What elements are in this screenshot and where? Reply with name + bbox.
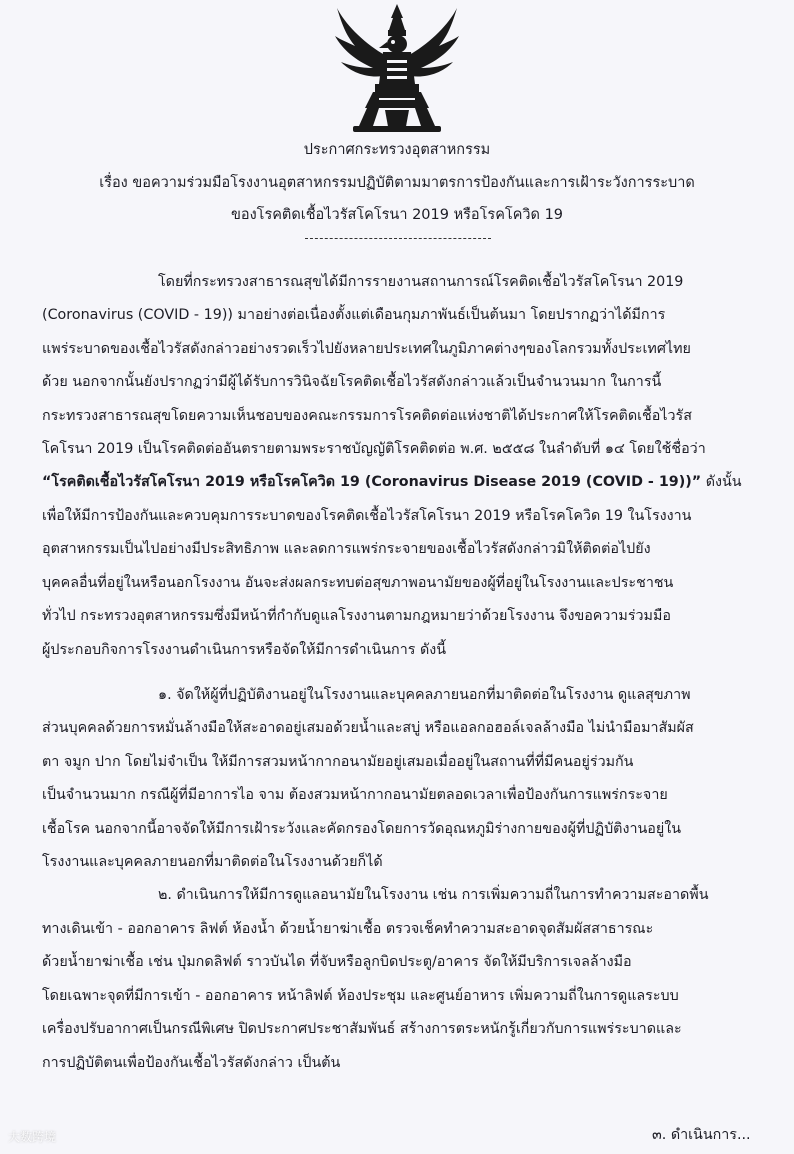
garuda-emblem-icon xyxy=(333,2,461,136)
paragraph-text: ดังนั้น xyxy=(701,474,742,490)
subject-line: เรื่อง ขอความร่วมมือโรงงานอุตสาหกรรมปฏิบัติตามมาตรการป้องกันและการเฝ้าระวังการระบาด xyxy=(99,175,695,191)
list-item-1-line: เชื้อโรค นอกจากนี้อาจจัดให้มีการเฝ้าระวังและคัดกรองโดยการวัดอุณหภูมิร่างกายของผู้ที่ปฏิบัติงานอยู่ใน xyxy=(42,821,681,837)
list-item-2-line: ด้วยน้ำยาฆ่าเชื้อ เช่น ปุ่มกดลิฟต์ ราวบันได ที่จับหรือลูกบิดประตู/อาคาร จัดให้มีบริการเจลล้างมือ xyxy=(42,954,632,970)
paragraph-line: ทั่วไป กระทรวงอุตสาหกรรมซึ่งมีหน้าที่กำกับดูแลโรงงานตามกฎหมายว่าด้วยโรงงาน จึงขอความร่วมมือ xyxy=(42,608,671,624)
list-item-2-line: ทางเดินเข้า - ออกอาคาร ลิฟต์ ห้องน้ำ ด้วยน้ำยาฆ่าเชื้อ ตรวจเช็คทำความสะอาดจุดสัมผัสสาธารณะ xyxy=(42,921,654,937)
paragraph-line: ผู้ประกอบกิจการโรงงานดำเนินการหรือจัดให้มีการดำเนินการ ดังนี้ xyxy=(42,642,446,658)
page-continuation: ๓. ดำเนินการ... xyxy=(652,1127,751,1143)
paragraph-line: โดยที่กระทรวงสาธารณสุขได้มีการรายงานสถานการณ์โรคติดเชื้อไวรัสโคโรนา 2019 xyxy=(158,274,684,290)
list-item-2-line: โดยเฉพาะจุดที่มีการเข้า - ออกอาคาร หน้าลิฟต์ ห้องประชุม และศูนย์อาหาร เพิ่มความถี่ในการดูแลระบบ xyxy=(42,988,679,1004)
document-title: ประกาศกระทรวงอุตสาหกรรม xyxy=(303,142,491,158)
paragraph-line: (Coronavirus (COVID - 19)) มาอย่างต่อเนื่องตั้งแต่เดือนกุมภาพันธ์เป็นต้นมา โดยปรากฏว่าได้มีการ xyxy=(42,307,666,323)
list-item-2-line: การปฏิบัติตนเพื่อป้องกันเชื้อไวรัสดังกล่าว เป็นต้น xyxy=(42,1055,341,1071)
paragraph-line: อุตสาหกรรมเป็นไปอย่างมีประสิทธิภาพ และลดการแพร่กระจายของเชื้อไวรัสดังกล่าวมิให้ติดต่อไปยัง xyxy=(42,541,651,557)
paragraph-line: บุคคลอื่นที่อยู่ในหรือนอกโรงงาน อันจะส่งผลกระทบต่อสุขภาพอนามัยของผู้ที่อยู่ในโรงงานและประชาชน xyxy=(42,575,674,591)
paragraph-line: แพร่ระบาดของเชื้อไวรัสดังกล่าวอย่างรวดเร็วไปยังหลายประเทศในภูมิภาคต่างๆของโลกรวมทั้งประเทศไทย xyxy=(42,341,691,357)
disease-name-quote: “โรคติดเชื้อไวรัสโคโรนา 2019 หรือโรคโควิด 19 (Coronavirus Disease 2019 (COVID - 19))” xyxy=(42,474,702,490)
paragraph-line xyxy=(42,472,758,492)
list-item-1-line: โรงงานและบุคคลภายนอกที่มาติดต่อในโรงงานด้วยก็ได้ xyxy=(42,854,383,870)
list-item-1-line: เป็นจำนวนมาก กรณีผู้ที่มีอาการไอ จาม ต้องสวมหน้ากากอนามัยตลอดเวลาเพื่อป้องกันการแพร่กระจาย xyxy=(42,787,668,803)
paragraph-line: กระทรวงสาธารณสุขโดยความเห็นชอบของคณะกรรมการโรคติดต่อแห่งชาติได้ประกาศให้โรคติดเชื้อไวรัส xyxy=(42,408,692,424)
list-item-2-line: เครื่องปรับอากาศเป็นกรณีพิเศษ ปิดประกาศประชาสัมพันธ์ สร้างการตระหนักรู้เกี่ยวกับการแพร่ระบาดและ xyxy=(42,1021,682,1037)
header-separator xyxy=(305,238,491,239)
subject-line-continued: ของโรคติดเชื้อไวรัสโคโรนา 2019 หรือโรคโควิด 19 xyxy=(230,207,564,223)
list-item-2-line: ๒. ดำเนินการให้มีการดูแลอนามัยในโรงงาน เช่น การเพิ่มความถี่ในการทำความสะอาดพื้น xyxy=(158,887,709,903)
paragraph-line: เพื่อให้มีการป้องกันและควบคุมการระบาดของโรคติดเชื้อไวรัสโคโรนา 2019 หรือโรคโควิด 19 ในโรงงาน xyxy=(42,508,692,524)
list-item-1-line: ตา จมูก ปาก โดยไม่จำเป็น ให้มีการสวมหน้ากากอนามัยอยู่เสมอเมื่ออยู่ในสถานที่ที่มีคนอยู่ร่วมกัน xyxy=(42,754,634,770)
list-item-1-line: ๑. จัดให้ผู้ที่ปฏิบัติงานอยู่ในโรงงานและบุคคลภายนอกที่มาติดต่อในโรงงาน ดูแลสุขภาพ xyxy=(158,687,691,703)
paragraph-line: โคโรนา 2019 เป็นโรคติดต่ออันตรายตามพระราชบัญญัติโรคติดต่อ พ.ศ. ๒๕๕๘ ในลำดับที่ ๑๔ โดยใช้ชื่อว่า xyxy=(42,441,706,457)
paragraph-line: ด้วย นอกจากนั้นยังปรากฏว่ามีผู้ได้รับการวินิจฉัยโรคติดเชื้อไวรัสดังกล่าวแล้วเป็นจำนวนมาก ในการนี้ xyxy=(42,374,662,390)
list-item-1-line: ส่วนบุคคลด้วยการหมั่นล้างมือให้สะอาดอยู่เสมอด้วยน้ำและสบู่ หรือแอลกอฮอล์เจลล้างมือ ไม่นำมือมาสัมผัส xyxy=(42,720,694,736)
watermark: 大数跨境 xyxy=(8,1130,57,1144)
